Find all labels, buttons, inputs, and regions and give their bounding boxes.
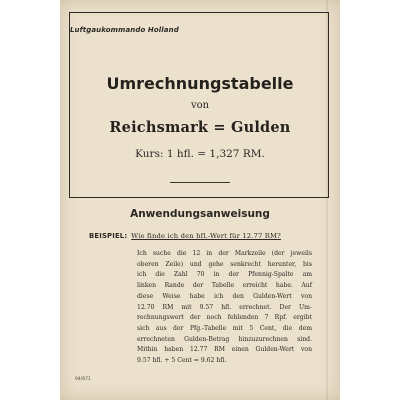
paragraph-line: rechnungswert der noch fehlenden 7 Rpf. ergibt	[137, 314, 312, 322]
example-question: Wie finde ich den hfl.-Wert für 12.77 RM?	[131, 232, 281, 240]
paragraph-line: errechneten Gulden-Betrag hinzuzurechnen sind.	[137, 335, 312, 343]
paragraph-line: Ich suche die 12 in der Markzeile (der jeweils	[137, 250, 312, 257]
example-row	[89, 232, 319, 240]
paragraph-line: sich aus der Pfg.-Tabelle mit 5 Cent, die dem	[137, 324, 312, 332]
instruction-paragraph	[137, 249, 312, 367]
title-connector: von	[190, 100, 210, 111]
document-subtitle: Reichsmark = Gulden	[109, 119, 291, 136]
divider-rule	[170, 182, 230, 183]
paragraph-line: diese Weise habe ich den Gulden-Wert von	[137, 292, 312, 300]
print-code: 94/671	[75, 377, 91, 382]
paragraph-line: linken Rande der Tabelle erreicht habe. Auf	[137, 282, 312, 290]
document-title: Umrechnungstabelle	[106, 74, 294, 93]
paragraph-line: 9.57 hfl. + 5 Cent = 9.62 hfl.	[137, 357, 227, 365]
document-sheet	[60, 0, 340, 400]
section-heading: Anwendungsanweisung	[130, 208, 270, 220]
paragraph-line: oberen Zeile) und gehe senkrecht herunter, bis	[137, 260, 312, 268]
example-label: BEISPIEL:	[89, 232, 128, 240]
paragraph-line: ich die Zahl 70 in der Pfennig-Spalte am	[137, 271, 312, 279]
organization-name: Luftgaukommando Holland	[70, 26, 179, 34]
paragraph-line: 12.70 RM mit 9.57 hfl. errechnet. Der Um-	[137, 303, 312, 311]
paragraph-line: Mithin haben 12.77 RM einen Gulden-Wert von	[137, 346, 312, 354]
exchange-rate: Kurs: 1 hfl. = 1,327 RM.	[135, 148, 265, 160]
